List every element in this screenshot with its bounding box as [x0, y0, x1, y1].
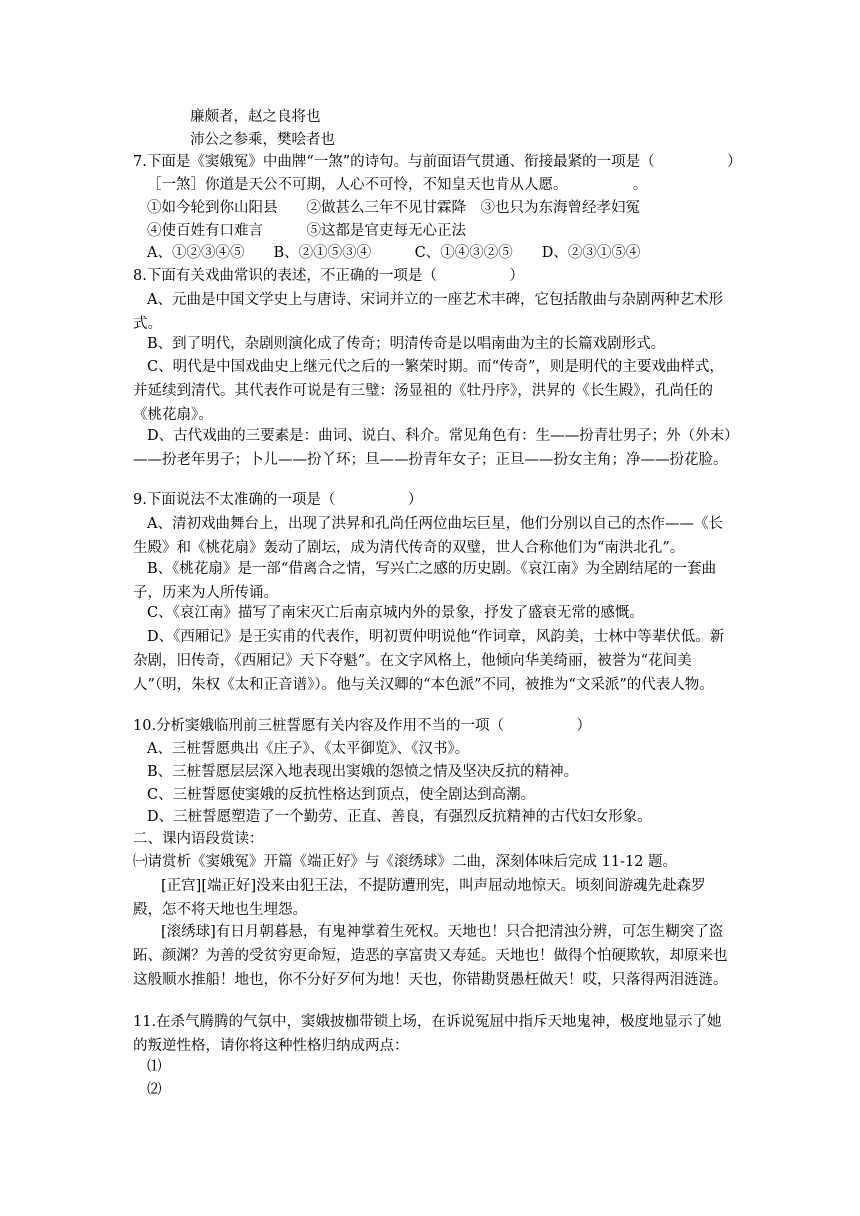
question-7-options-row-1: ①如今轮到你山阳县 ②做甚么三年不见甘霖降 ③也只为东海曾经孝妇冤: [147, 200, 640, 216]
question-8-option-a: A、元曲是中国文学史上与唐诗、宋词并立的一座艺术丰碑，它包括散曲与杂剧两种艺术形式。: [133, 292, 723, 332]
question-11-answer-1: ⑴: [147, 1059, 162, 1075]
question-8-option-d: D、古代戏曲的三要素是：曲词、说白、科介。常见角色有：生——扮青壮男子；外（外末）——扮老年男子；卜儿——扮丫环；旦——扮青年女子；正旦——扮女主角；净——扮花脸。: [133, 428, 732, 468]
section-2-heading: 二、课内语段赏读：: [133, 831, 264, 847]
quote-line-2: 沛公之参乘，樊哙者也: [190, 132, 335, 148]
question-11-answer-2: ⑵: [147, 1082, 162, 1098]
question-7: 7.下面是《窦娥冤》中曲牌“一煞”的诗句。与前面语气贯通、衔接最紧的一项是（ ）: [133, 154, 742, 170]
question-9: 9.下面说法不太准确的一项是（ ）: [133, 492, 423, 508]
quote-line-1: 廉颇者，赵之良将也: [190, 109, 321, 125]
passage-duanzhenghao: [正宫][端正好]没来由犯王法，不提防遭刑宪，叫声屈动地惊天。顷刻间游魂先赴森罗殿，怎不将天地也生埋怨。: [133, 878, 706, 918]
question-10-option-b: B、三桩誓愿层层深入地表现出窦娥的怨愤之情及坚决反抗的精神。: [147, 764, 579, 780]
question-7-options-row-2: ④使百姓有口难言 ⑤这都是官吏每无心正法: [147, 223, 466, 239]
question-7-choices: A、①②③④⑤ B、②①⑤③④ C、①④③②⑤ D、②③①⑤④: [147, 245, 641, 261]
question-10-option-c: C、三桩誓愿使窦娥的反抗性格达到顶点，使全剧达到高潮。: [147, 787, 536, 803]
question-11: 11.在杀气腾腾的气氛中，窦娥披枷带锁上场，在诉说冤屈中指斥天地鬼神，极度地显示了她的叛逆性格，请你将这种性格归纳成两点：: [133, 1014, 722, 1054]
passage-gunxiuqiu: [滚绣球]有日月朝暮悬，有鬼神掌着生死权。天地也！只合把清浊分辨，可怎生糊突了盗跖、颜渊？为善的受贫穷更命短，造恶的享富贵又寿延。天地也！做得个怕硬欺软，却原来也这般顺水推船！地也，你不分好歹何为地！天也，你错勘贤愚枉做天！哎，只落得两泪涟涟。: [133, 924, 728, 988]
question-8: 8.下面有关戏曲常识的表述，不正确的一项是（ ）: [133, 268, 524, 284]
question-10-option-d: D、三桩誓愿塑造了一个勤劳、正直、善良，有强烈反抗精神的古代妇女形象。: [147, 809, 652, 825]
section-2-intro: ㈠请赏析《窦娥冤》开篇《端正好》与《滚绣球》二曲，深刻体味后完成 11-12 题。: [133, 854, 678, 870]
question-10-option-a: A、三桩誓愿典出《庄子》、《太平御览》、《汉书》。: [147, 741, 470, 757]
question-8-option-c: C、明代是中国戏曲史上继元代之后的一繁荣时期。而“传奇”，则是明代的主要戏曲样式，并延续到清代。其代表作可说是有三璧：汤显祖的《牡丹序》，洪昇的《长生殿》，孔尚任的《桃花扇》。: [133, 359, 724, 423]
question-8-option-b: B、到了明代，杂剧则演化成了传奇；明清传奇是以唱南曲为主的长篇戏剧形式。: [147, 336, 666, 352]
question-9-option-b: B、《桃花扇》是一部“借离合之情，写兴亡之感的历史剧。《哀江南》为全剧结尾的一套曲子，历来为人所传诵。: [133, 561, 717, 601]
question-9-option-d: D、《西厢记》是王实甫的代表作，明初贾仲明说他“作词章，风韵美，士林中等辈伏低。新杂剧，旧传奇，《西厢记》天下夺魁”。在文字风格上，他倾向华美绮丽，被誉为“花间美人”（明，朱权《太和正音谱》）。他与关汉卿的“本色派”不同，被推为“文采派”的代表人物。: [133, 629, 725, 693]
question-7-quote: ［一煞］你道是天公不可期，人心不可怜，不知皇天也肯从人愿。 。: [147, 177, 648, 193]
question-9-option-c: C、《哀江南》描写了南宋灭亡后南京城内外的景象，抒发了盛衰无常的感慨。: [147, 605, 644, 621]
question-9-option-a: A、清初戏曲舞台上，出现了洪昇和孔尚任两位曲坛巨星，他们分别以自己的杰作——《长生殿》和《桃花扇》轰动了剧坛，成为清代传奇的双璧，世人合称他们为“南洪北孔”。: [133, 516, 723, 556]
question-10: 10.分析窦娥临刑前三桩誓愿有关内容及作用不当的一项（ ）: [133, 718, 592, 734]
